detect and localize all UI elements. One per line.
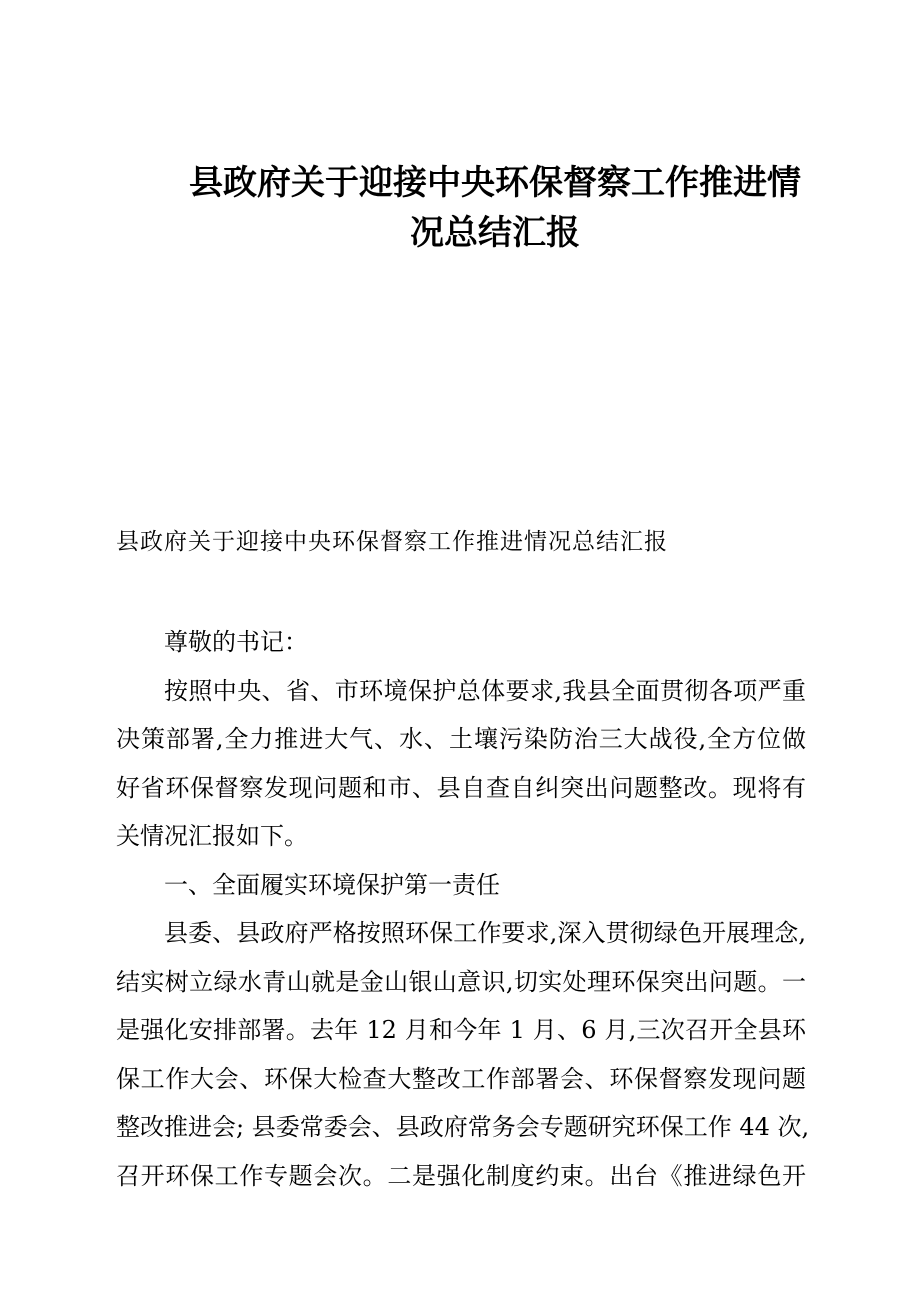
document-title-line-2: 况总结汇报 [410, 213, 580, 253]
paragraph-2-line: 县委、县政府严格按照环保工作要求,深入贯彻绿色开展理念, [164, 919, 806, 947]
document-body [116, 618, 810, 1200]
paragraph-2-line: 召开环保工作专题会次。二是强化制度约束。出台《推进绿色开 [116, 1161, 806, 1190]
document-title [150, 158, 840, 258]
paragraph-1-line: 按照中央、省、市环境保护总体要求,我县全面贯彻各项严重 [164, 676, 806, 705]
section-1-heading: 一、全面履实环境保护第一责任 [164, 870, 500, 899]
paragraph-2-line: 整改推进会; 县委常委会、县政府常务会专题研究环保工作 44 次, [116, 1113, 810, 1141]
paragraph-2-line: 是强化安排部署。去年 12 月和今年 1 月、6 月,三次召开全县环 [116, 1016, 806, 1044]
document-subtitle: 县政府关于迎接中央环保督察工作推进情况总结汇报 [116, 529, 668, 555]
salutation: 尊敬的书记： [164, 628, 308, 656]
document-title-line-1: 县政府关于迎接中央环保督察工作推进情 [189, 163, 801, 203]
paragraph-2-line: 结实树立绿水青山就是金山银山意识,切实处理环保突出问题。一 [116, 967, 806, 996]
paragraph-2-line: 保工作大会、环保大检查大整改工作部署会、环保督察发现问题 [116, 1064, 806, 1093]
paragraph-1-line: 决策部署,全力推进大气、水、土壤污染防治三大战役,全方位做 [116, 725, 806, 753]
paragraph-1-line: 关情况汇报如下。 [116, 822, 308, 850]
paragraph-1-line: 好省环保督察发现问题和市、县自查自纠突出问题整改。现将有 [116, 773, 806, 802]
